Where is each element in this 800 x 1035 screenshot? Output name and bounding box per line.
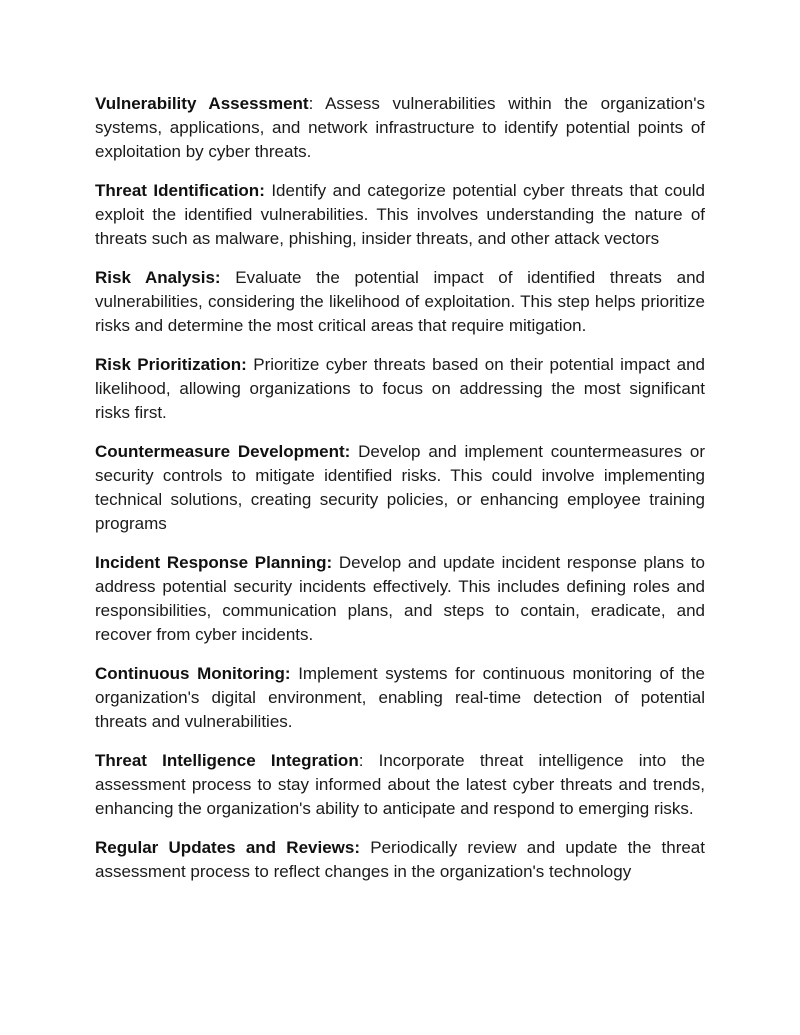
paragraph-continuous-monitoring [95,662,705,734]
paragraph-term: Continuous Monitoring: [95,664,291,683]
paragraph-text: Evaluate the potential impact of identified threats and vulnerabilities, considering the likelihood of exploitation. This step helps prioritize risks and determine the most critical areas that require mitigation. [95,268,705,335]
paragraph-separator: : [308,94,326,113]
paragraph-term: Risk Prioritization: [95,355,247,374]
paragraph-separator [360,838,370,857]
paragraph-text: Incorporate threat intelligence into the assessment process to stay informed about the latest cyber threats and trends, enhancing the organization's ability to anticipate and respond to emerging risks. [95,751,705,818]
paragraph-threat-identification [95,179,705,251]
paragraph-separator [221,268,236,287]
paragraph-separator [350,442,358,461]
paragraph-text: Develop and update incident response plans to address potential security incidents effectively. This includes defining roles and responsibilities, communication plans, and steps to contain, eradicate, and recover from cyber incidents. [95,553,705,644]
paragraph-risk-prioritization [95,353,705,425]
paragraph-threat-intelligence-integration [95,749,705,821]
paragraph-regular-updates-and-reviews [95,836,705,884]
paragraph-incident-response-planning [95,551,705,647]
paragraph-term: Incident Response Planning: [95,553,333,572]
paragraph-separator [332,553,339,572]
paragraph-term: Regular Updates and Reviews: [95,838,361,857]
paragraph-text: Identify and categorize potential cyber threats that could exploit the identified vulnerabilities. This involves understanding the nature of threats such as malware, phishing, insider threats, and other attack vectors [95,181,705,248]
paragraph-text: Prioritize cyber threats based on their potential impact and likelihood, allowing organizations to focus on addressing the most significant risks first. [95,355,705,422]
paragraph-term: Countermeasure Development: [95,442,351,461]
paragraph-text: Assess vulnerabilities within the organization's systems, applications, and network infrastructure to identify potential points of exploitation by cyber threats. [95,94,706,161]
paragraph-vulnerability-assessment [95,92,705,164]
paragraph-text: Periodically review and update the threat assessment process to reflect changes in the organization's technology [95,838,705,881]
paragraph-text: Implement systems for continuous monitoring of the organization's digital environment, enabling real-time detection of potential threats and vulnerabilities. [95,664,705,731]
paragraph-text: Develop and implement countermeasures or security controls to mitigate identified risks. This could involve implementing technical solutions, creating security policies, or enhancing employee training programs [95,442,705,533]
paragraph-term: Risk Analysis: [95,268,221,287]
paragraph-risk-analysis [95,266,705,338]
document-body [95,92,705,899]
paragraph-separator: : [358,751,379,770]
paragraph-term: Threat Intelligence Integration [95,751,359,770]
paragraph-countermeasure-development [95,440,705,536]
paragraph-term: Threat Identification: [95,181,265,200]
paragraph-term: Vulnerability Assessment [95,94,309,113]
